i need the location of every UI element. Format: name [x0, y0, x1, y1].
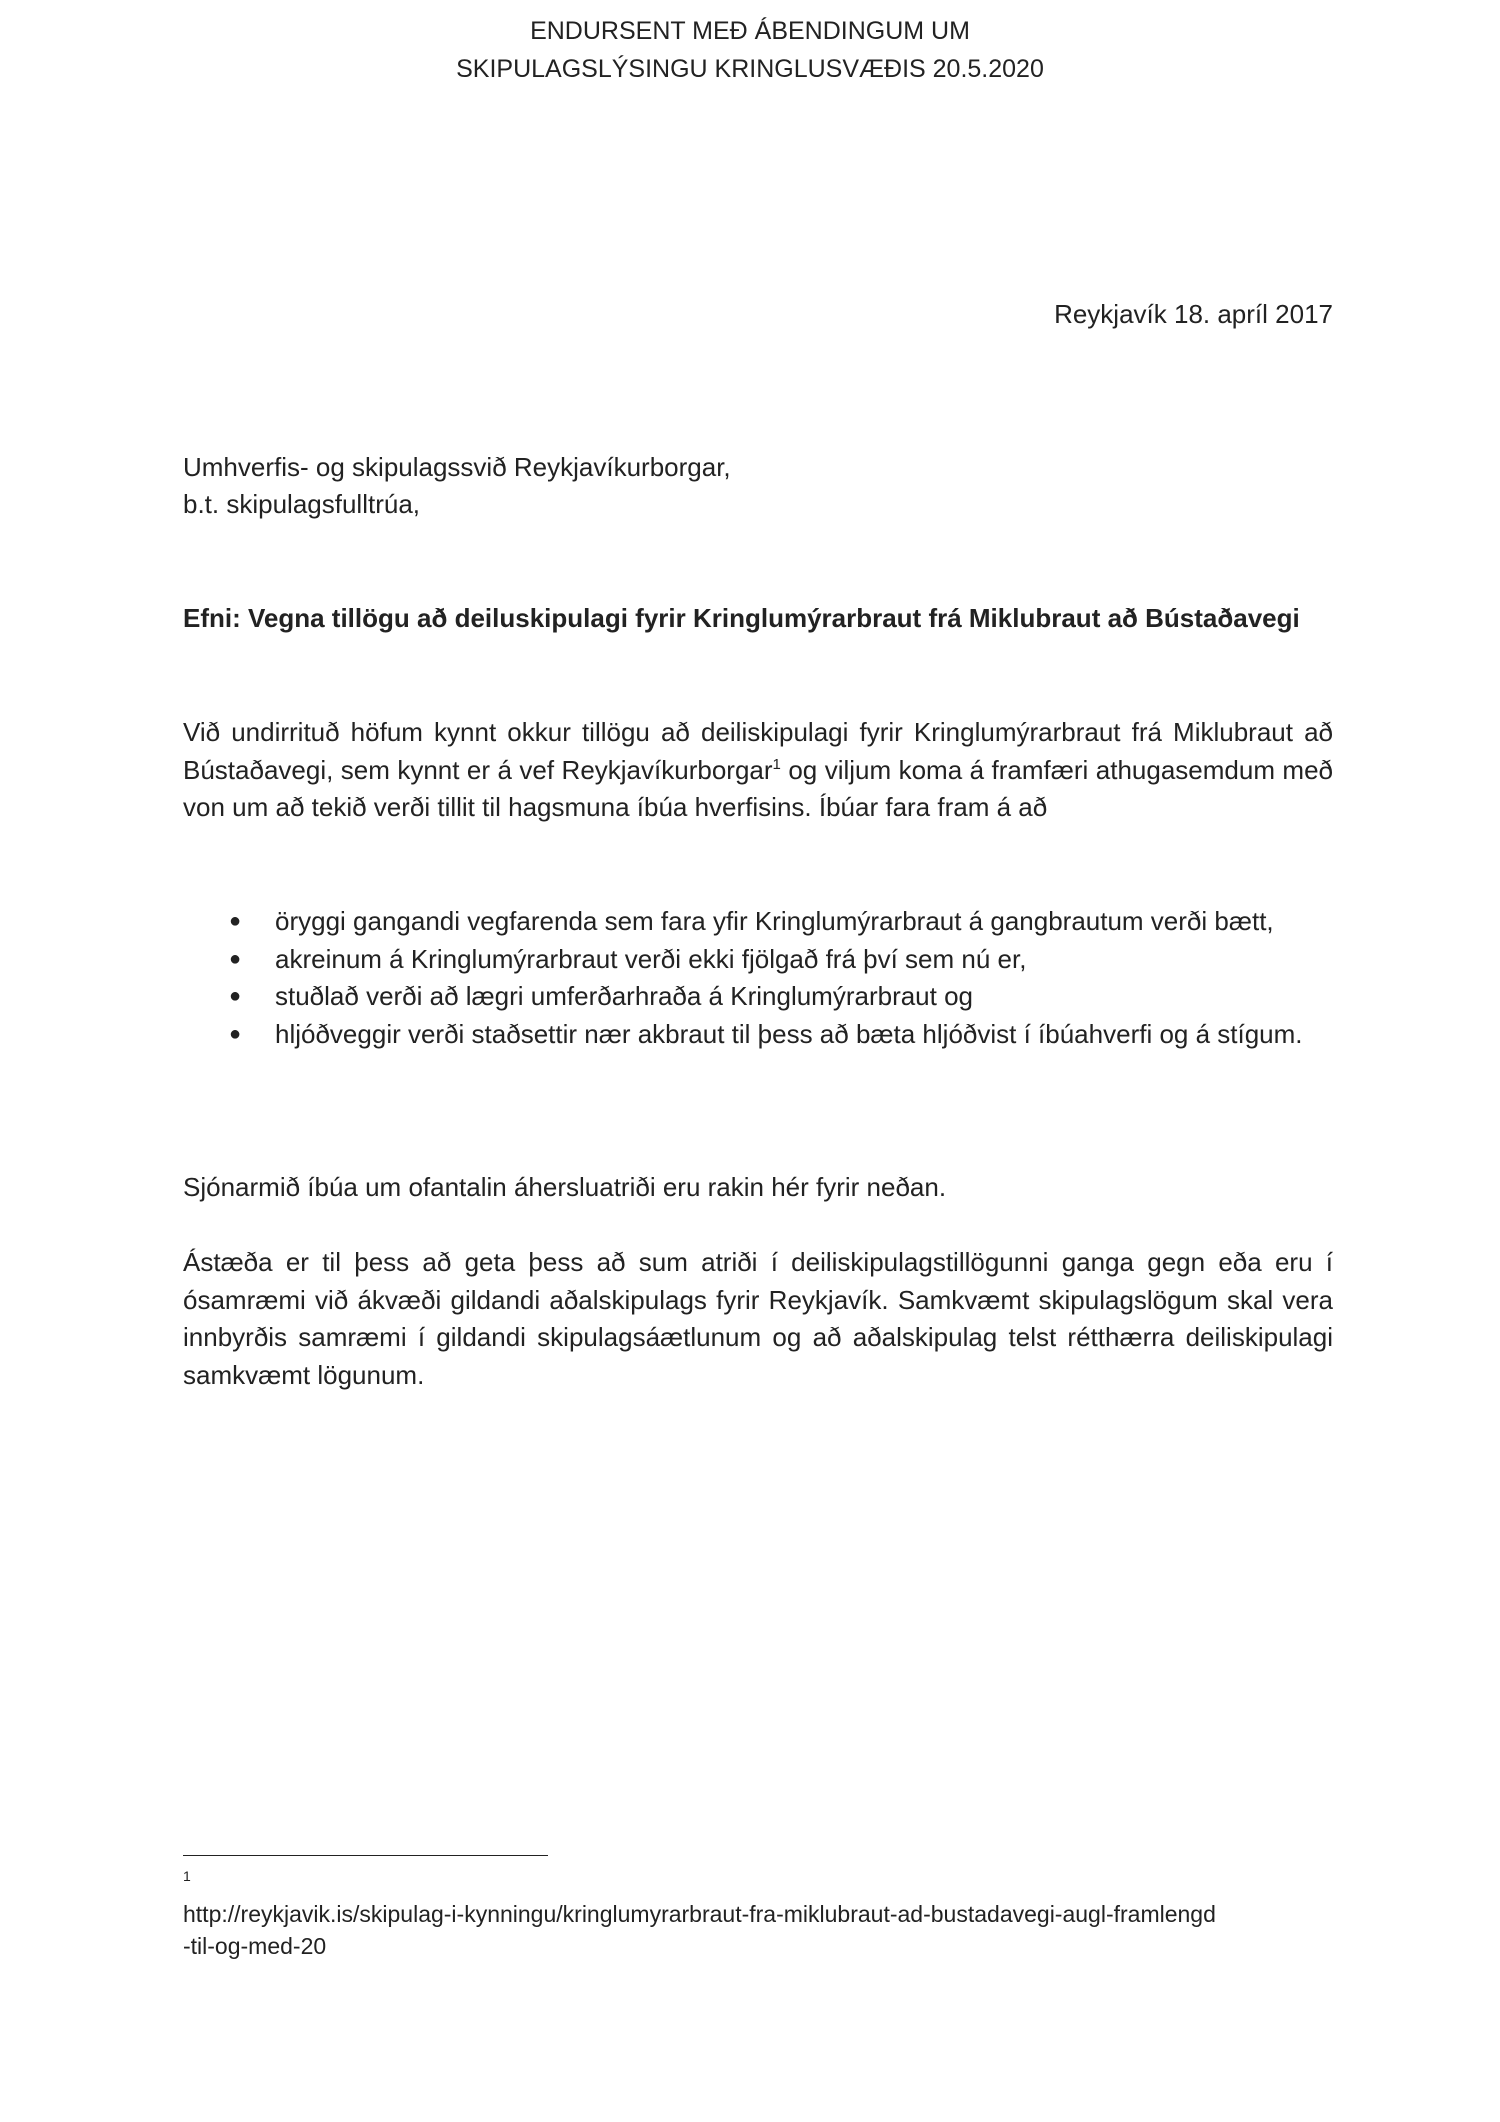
legal-paragraph: Ástæða er til þess að geta þess að sum atriði í deiliskipulagstillögunni ganga gegn eða eru í ósamræmi við ákvæði gildandi aðalskipulags fyrir Reykjavík. Samkvæmt skipulagslögum skal vera innbyrðis samræmi í gildandi skipulagsáætlunum og að aðalskipulag telst rétthærra deiliskipulagi samkvæmt lögunum.: [183, 1247, 1333, 1390]
list-item-text: akreinum á Kringlumýrarbraut verði ekki fjölgað frá því sem nú er,: [275, 943, 1027, 974]
list-item: [183, 978, 1333, 1016]
footnote-url-line-2: -til-og-med-20: [183, 1933, 327, 1959]
subject-heading: Efni: Vegna tillögu að deiluskipulagi fyrir Kringlumýrarbraut frá Miklubraut að Bústaðavegi: [183, 603, 1300, 633]
summary-paragraph: Sjónarmið íbúa um ofantalin áhersluatriði eru rakin hér fyrir neðan.: [183, 1172, 947, 1202]
demands-list: [183, 903, 1333, 1053]
bullet-icon: ●: [229, 1022, 242, 1045]
recipient-line-2: b.t. skipulagsfulltrúa,: [183, 489, 421, 519]
list-item-text: hljóðveggir verði staðsettir nær akbraut til þess að bæta hljóðvist í íbúahverfi og á stígum.: [275, 1018, 1303, 1049]
footnote-url: [183, 1898, 1333, 1962]
bullet-icon: ●: [229, 910, 242, 932]
list-item-text: stuðlað verði að lægri umferðarhraða á Kringlumýrarbraut og: [275, 981, 974, 1011]
list-item: [183, 1016, 1333, 1054]
intro-paragraph: [183, 714, 1333, 827]
bullet-icon: ●: [229, 985, 242, 1007]
header-line-2: SKIPULAGSLÝSINGU KRINGLUSVÆÐIS 20.5.2020: [456, 55, 1044, 83]
footnote-url-line-1: http://reykjavik.is/skipulag-i-kynningu/kringlumyrarbraut-fra-miklubraut-ad-bustadavegi-augl-framlengd: [183, 1901, 1216, 1927]
document-header: [0, 12, 1500, 88]
recipient-block: [183, 449, 731, 523]
intro-text-after-ref: og viljum koma á framfæri athugasemdum með von um að tekið verði tillit til hagsmuna íbúa hverfisins. Íbúar fara fram á að: [183, 754, 1334, 822]
list-item-text: öryggi gangandi vegfarenda sem fara yfir Kringlumýrarbraut á gangbrautum verði bætt,: [275, 906, 1274, 936]
intro-text-before-ref: Við undirrituð höfum kynnt okkur tillögu að deiliskipulagi fyrir Kringlumýrarbraut frá Miklubraut að Bústaðavegi, sem kynnt er á vef Reykjavíkurborgar: [183, 717, 1333, 785]
footnote-reference: 1: [772, 755, 781, 773]
footnote-number: 1: [183, 1868, 191, 1884]
list-item: [183, 941, 1333, 979]
bullet-icon: ●: [229, 947, 242, 970]
footnote-divider: [183, 1855, 548, 1856]
list-item: [183, 903, 1333, 941]
header-line-1: ENDURSENT MEÐ ÁBENDINGUM UM: [530, 17, 970, 45]
letter-date: Reykjavík 18. apríl 2017: [1054, 299, 1333, 329]
recipient-line-1: Umhverfis- og skipulagssvið Reykjavíkurborgar,: [183, 452, 731, 482]
